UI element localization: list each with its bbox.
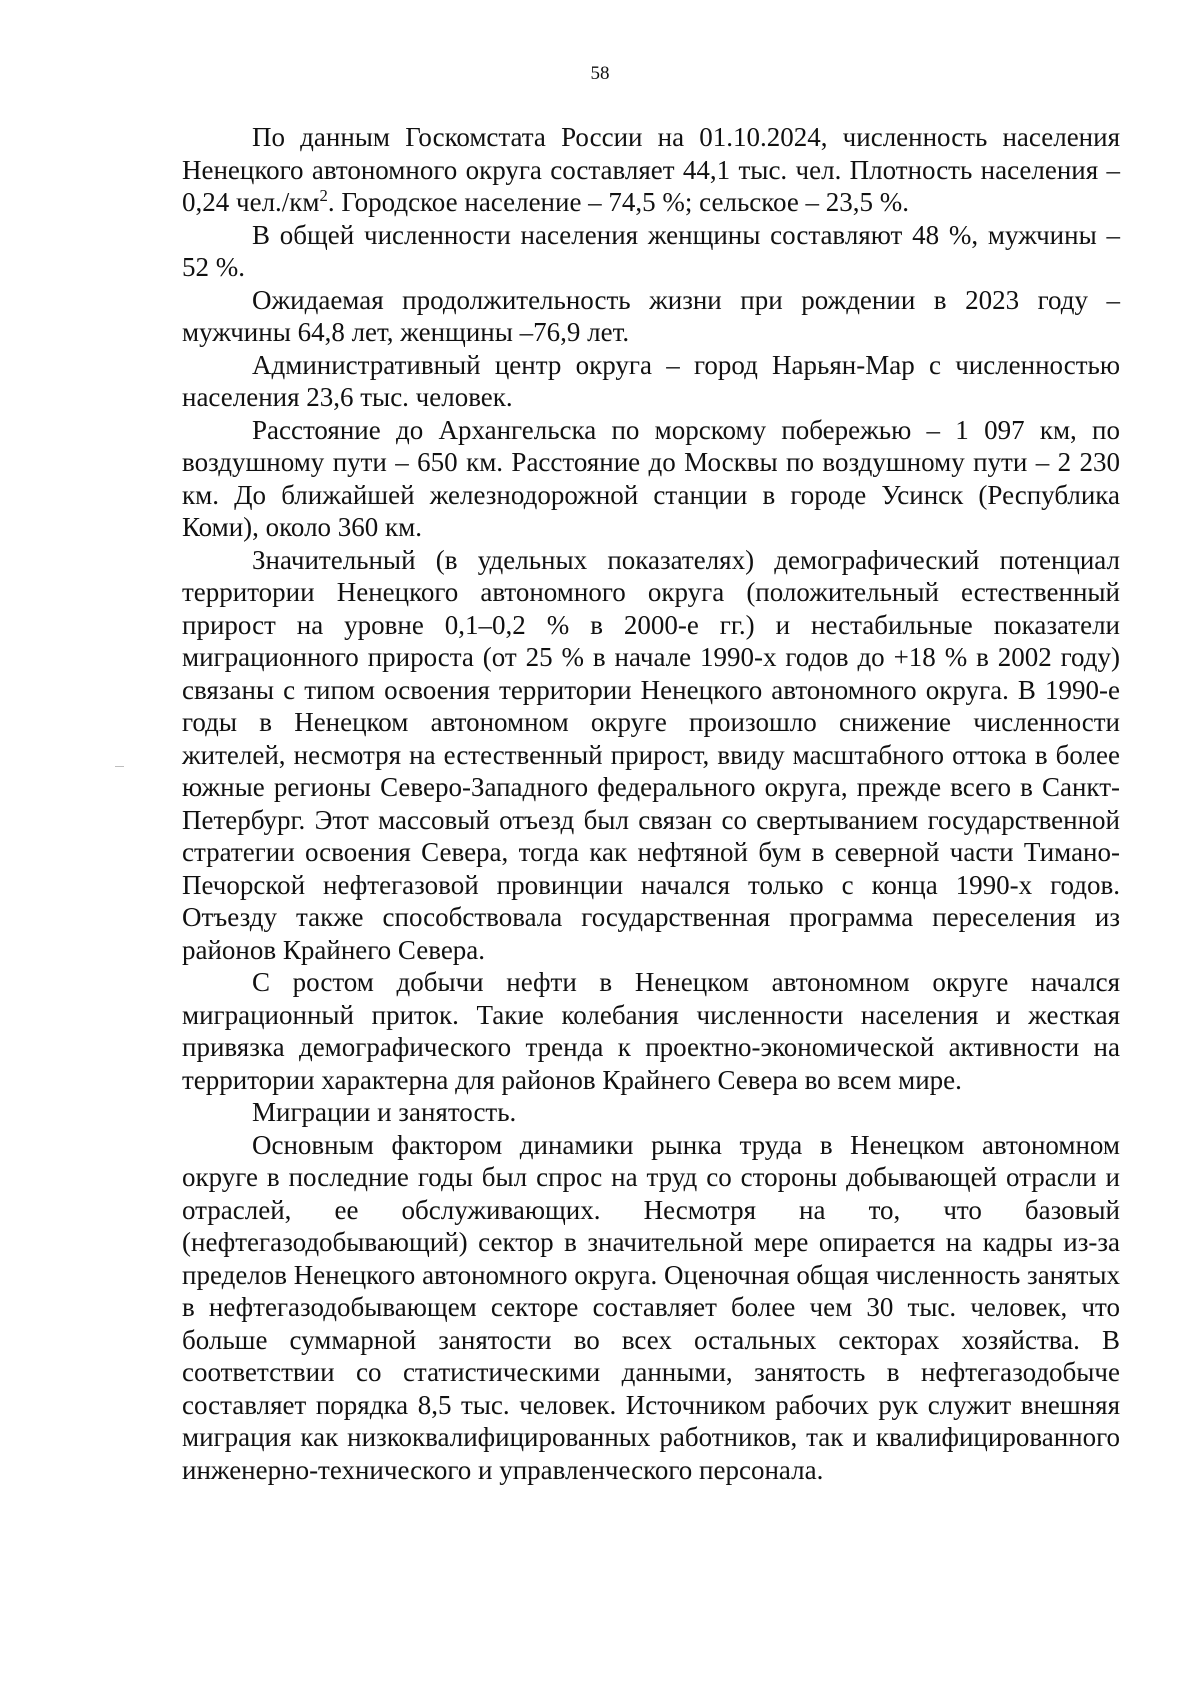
paragraph-distances: Расстояние до Архангельска по морскому побережью – 1 097 км, по воздушному пути – 650 км. Расстояние до Москвы по воздушному пути – 2 230 км. До ближайшей железнодорожной станции в городе Усинск (Республика Коми), около 360 км. <box>182 414 1120 542</box>
paragraph-gender: В общей численности населения женщины составляют 48 %, мужчины – 52 %. <box>182 219 1120 282</box>
paragraph-population <box>182 121 1120 219</box>
paragraph-migration-inflow: С ростом добычи нефти в Ненецком автономном округе начался миграционный приток. Такие колебания численности населения и жесткая привязка демографического тренда к проектно-экономической активности на территории характерна для районов Крайнего Севера во всем мире. <box>182 967 1120 1095</box>
section-heading-migration-employment: Миграции и занятость. <box>252 1097 517 1127</box>
square-superscript: 2 <box>319 186 328 205</box>
paragraph-demographic-potential: Значительный (в удельных показателях) демографический потенциал территории Ненецкого автономного округа (положительный естественный прирост на уровне 0,1–0,2 % в 2000-е гг.) и нестабильные показатели миграционного прироста (от 25 % в начале 1990-х годов до +18 % в 2002 году) связаны с типом освоения территории Ненецкого автономного округа. В 1990-е годы в Ненецком автономном округе произошло снижение численности жителей, несмотря на естественный прирост, ввиду масштабного оттока в более южные регионы Северо-Западного федерального округа, прежде всего в Санкт-Петербург. Этот массовый отъезд был связан со свертыванием государственной стратегии освоения Севера, тогда как нефтяной бум в северной части Тимано-Печорской нефтегазовой провинции начался только с конца 1990-х годов. Отъезду также способствовала государственная программа переселения из районов Крайнего Севера. <box>182 544 1120 965</box>
paragraph-population-text-end: . Городское население – 74,5 %; сельское – 23,5 %. <box>327 187 910 217</box>
document-body <box>182 121 1120 1486</box>
margin-mark <box>115 766 124 767</box>
page-number: 58 <box>590 63 610 84</box>
paragraph-population-text: По данным Госкомстата России на 01.10.2024, численность населения Ненецкого автономного округа составляет 44,1 тыс. чел. Плотность населения – 0,24 чел./км <box>182 122 1120 217</box>
paragraph-administrative-center: Административный центр округа – город Нарьян-Мар с численностью населения 23,6 тыс. человек. <box>182 349 1120 412</box>
paragraph-labor-market: Основным фактором динамики рынка труда в Ненецком автономном округе в последние годы был спрос на труд со стороны добывающей отрасли и отраслей, ее обслуживающих. Несмотря на то, что базовый (нефтегазодобывающий) сектор в значительной мере опирается на кадры из-за пределов Ненецкого автономного округа. Оценочная общая численность занятых в нефтегазодобывающем секторе составляет более чем 30 тыс. человек, что больше суммарной занятости во всех остальных секторах хозяйства. В соответствии со статистическими данными, занятость в нефтегазодобыче составляет порядка 8,5 тыс. человек. Источником рабочих рук служит внешняя миграция как низкоквалифицированных работников, так и квалифицированного инженерно-технического и управленческого персонала. <box>182 1129 1120 1485</box>
paragraph-life-expectancy: Ожидаемая продолжительность жизни при рождении в 2023 году – мужчины 64,8 лет, женщины –76,9 лет. <box>182 284 1120 347</box>
